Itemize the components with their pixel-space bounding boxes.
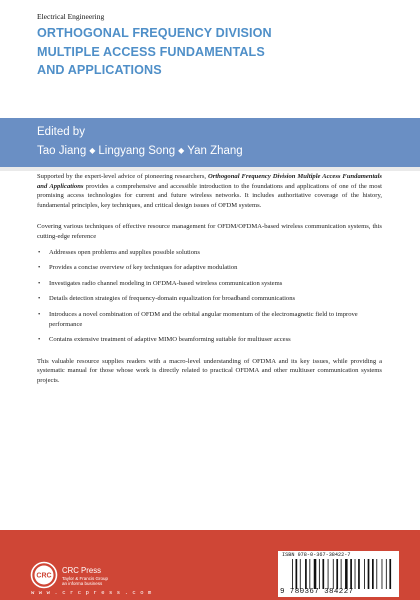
barcode-icon	[291, 559, 395, 589]
feature-text: Contains extensive treatment of adaptive MIMO beamforming suitable for multiuser access	[49, 336, 291, 344]
editor-name: Tao Jiang	[37, 145, 87, 157]
editors-list	[37, 145, 243, 157]
subject-label: Electrical Engineering	[37, 12, 105, 21]
feature-item	[37, 335, 382, 345]
feature-text: Details detection strategies of frequency-domain equalization for broadband communications	[49, 295, 296, 303]
bullet-icon: •	[38, 310, 41, 318]
feature-item	[37, 263, 382, 273]
intro-book-title: Orthogonal Frequency Division Multiple Access Fundamentals and Applications	[37, 173, 382, 190]
title-line-3: AND APPLICATIONS	[37, 63, 162, 77]
edited-by-label: Edited by	[37, 126, 85, 138]
title-line-1: ORTHOGONAL FREQUENCY DIVISION	[37, 26, 272, 40]
publisher-imprint: Taylor & Francis Group	[62, 576, 109, 581]
bullet-icon: •	[38, 279, 41, 287]
isbn-block	[278, 551, 399, 597]
crc-logo-icon	[30, 561, 58, 589]
editor-name: Lingyang Song	[98, 145, 176, 157]
bullet-icon: •	[38, 295, 41, 303]
feature-item	[37, 279, 382, 289]
barcode-number: 9 780367 384227	[280, 588, 354, 596]
publisher-name: CRC Press	[62, 566, 101, 575]
cover-top	[0, 0, 420, 118]
feature-item	[37, 248, 382, 258]
publisher-tagline: an informa business	[62, 581, 103, 586]
diamond-separator-icon: ◆	[89, 146, 96, 155]
feature-text: Introduces a novel combination of OFDM and the orbital angular momentum of the electromagnetic field to improve performance	[49, 310, 358, 328]
feature-list	[37, 248, 382, 345]
intro-paragraph	[37, 172, 382, 210]
feature-text: Addresses open problems and supplies possible solutions	[49, 248, 200, 256]
closing-paragraph: This valuable resource supplies readers with a macro-level understanding of OFDMA and its key issues, while providing a systematic manual for those whose work is directly related to practical OFDMA and other multiuser communication systems projects.	[37, 357, 382, 384]
intro-text-after: provides a comprehensive and accessible introduction to the foundations and applications of one of the most promising access technologies for current and future wireless networks. It includes authoritative coverage of the history, fundamental principles, key techniques, and critical design issues of OFDM systems.	[37, 182, 382, 209]
logo-text: CRC	[36, 572, 52, 580]
coverage-paragraph: Covering various techniques of effective resource management for OFDM/OFDMA-based wireless communication systems, this cutting-edge reference	[37, 223, 382, 240]
feature-item	[37, 294, 382, 304]
isbn-label: ISBN 978-0-367-38422-7	[282, 552, 351, 558]
blurb-text	[37, 172, 382, 398]
intro-text-before: Supported by the expert-level advice of pioneering researchers,	[37, 173, 209, 180]
title-line-2: MULTIPLE ACCESS FUNDAMENTALS	[37, 44, 265, 59]
feature-item	[37, 310, 382, 329]
diamond-separator-icon: ◆	[178, 146, 185, 155]
feature-text: Investigates radio channel modeling in OFDMA-based wireless communication systems	[49, 279, 283, 287]
bullet-icon: •	[38, 336, 41, 344]
bullet-icon: •	[38, 264, 41, 272]
bullet-icon: •	[38, 248, 41, 256]
feature-text: Provides a concise overview of key techniques for adaptive modulation	[49, 264, 238, 272]
book-title	[37, 24, 397, 80]
publisher-website[interactable]: w w w . c r c p r e s s . c o m	[31, 589, 152, 596]
editor-name: Yan Zhang	[187, 145, 243, 157]
